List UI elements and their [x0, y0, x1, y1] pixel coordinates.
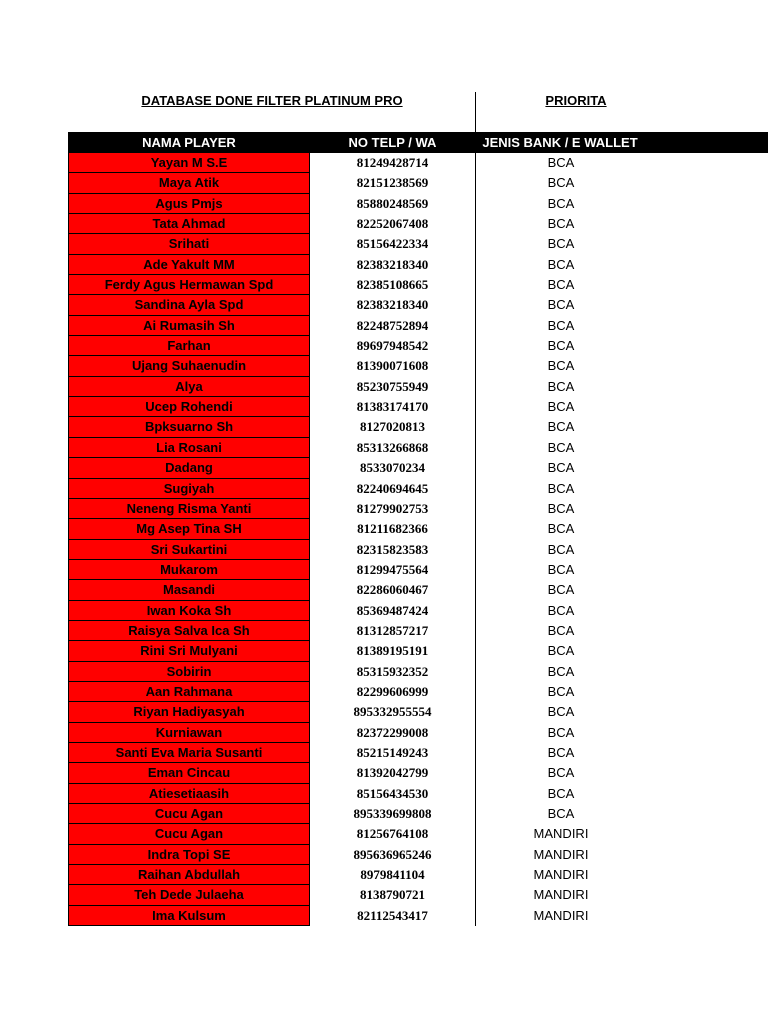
table-row [68, 601, 768, 621]
phone-cell: 82286060467 [356, 582, 429, 598]
phone-cell: 82151238569 [356, 175, 429, 191]
table-row [68, 336, 768, 356]
phone-cell: 81392042799 [356, 765, 429, 781]
table-row [68, 255, 768, 275]
bank-cell: MANDIRI [533, 887, 589, 903]
player-name-cell: Teh Dede Julaeha [68, 885, 310, 905]
phone-cell: 85156434530 [356, 785, 429, 801]
phone-cell: 81256764108 [356, 826, 429, 842]
player-name-cell: Ima Kulsum [68, 906, 310, 926]
player-name-cell: Cucu Agan [68, 824, 310, 844]
bank-cell: BCA [547, 582, 575, 598]
player-name-cell: Srihati [68, 234, 310, 254]
bank-cell: BCA [547, 500, 575, 516]
bank-cell: MANDIRI [533, 826, 589, 842]
table-row [68, 173, 768, 193]
bank-cell: MANDIRI [533, 907, 589, 923]
player-name-cell: Iwan Koka Sh [68, 601, 310, 621]
table-row [68, 153, 768, 173]
player-name-cell: Sri Sukartini [68, 540, 310, 560]
bank-cell: BCA [547, 744, 575, 760]
phone-cell: 85156422334 [356, 236, 429, 252]
player-name-cell: Atiesetiaasih [68, 784, 310, 804]
player-name-cell: Dadang [68, 458, 310, 478]
phone-cell: 8979841104 [360, 867, 425, 883]
bank-cell: BCA [547, 521, 575, 537]
section-title-priority: PRIORITA [545, 93, 607, 108]
table-row [68, 682, 768, 702]
table-row [68, 906, 768, 926]
player-name-cell: Farhan [68, 336, 310, 356]
phone-cell: 8138790721 [360, 887, 425, 903]
bank-cell: BCA [547, 195, 575, 211]
bank-cell: BCA [547, 541, 575, 557]
player-name-cell: Sugiyah [68, 479, 310, 499]
player-name-cell: Yayan M S.E [68, 153, 310, 173]
phone-cell: 82240694645 [356, 480, 429, 496]
bank-cell: BCA [547, 399, 575, 415]
bank-cell: BCA [547, 439, 575, 455]
table-row [68, 397, 768, 417]
table-row [68, 560, 768, 580]
bank-cell: BCA [547, 317, 575, 333]
phone-cell: 82383218340 [356, 297, 429, 313]
phone-cell: 895339699808 [353, 806, 432, 821]
bank-cell: BCA [547, 460, 575, 476]
table-row [68, 499, 768, 519]
table-header [68, 132, 768, 153]
phone-cell: 82248752894 [356, 317, 429, 333]
player-name-cell: Mukarom [68, 560, 310, 580]
header-bank-label: JENIS BANK / E WALLET [482, 135, 638, 150]
table-row [68, 519, 768, 539]
bank-cell: BCA [547, 683, 575, 699]
phone-cell: 81389195191 [356, 643, 429, 659]
phone-cell: 85315932352 [356, 663, 429, 679]
player-name-cell: Indra Topi SE [68, 845, 310, 865]
bank-cell: BCA [547, 419, 575, 435]
table-row [68, 234, 768, 254]
table-row [68, 702, 768, 722]
table-row [68, 885, 768, 905]
phone-cell: 85313266868 [356, 439, 429, 455]
phone-cell: 89697948542 [356, 338, 429, 354]
bank-cell: BCA [547, 561, 575, 577]
bank-cell: BCA [547, 236, 575, 252]
table-row [68, 214, 768, 234]
table-row [68, 763, 768, 783]
phone-cell: 81279902753 [356, 500, 429, 516]
player-name-cell: Rini Sri Mulyani [68, 641, 310, 661]
player-name-cell: Sandina Ayla Spd [68, 295, 310, 315]
bank-cell: BCA [547, 643, 575, 659]
table-row [68, 845, 768, 865]
table-row [68, 580, 768, 600]
table-row [68, 784, 768, 804]
page-title: DATABASE DONE FILTER PLATINUM PRO [141, 93, 403, 108]
player-name-cell: Ferdy Agus Hermawan Spd [68, 275, 310, 295]
bank-cell: BCA [547, 216, 575, 232]
table-row [68, 479, 768, 499]
header-name: NAMA PLAYER [142, 135, 236, 150]
bank-cell: BCA [547, 765, 575, 781]
table-row [68, 824, 768, 844]
table-row [68, 804, 768, 824]
header-bank [475, 132, 768, 153]
phone-cell: 85369487424 [356, 602, 429, 618]
player-name-cell: Raisya Salva Ica Sh [68, 621, 310, 641]
header-phone: NO TELP / WA [348, 135, 437, 150]
table-row [68, 641, 768, 661]
phone-cell: 81383174170 [356, 399, 429, 415]
player-name-cell: Eman Cincau [68, 763, 310, 783]
phone-cell: 82385108665 [356, 277, 429, 293]
player-name-cell: Ucep Rohendi [68, 397, 310, 417]
table-row [68, 275, 768, 295]
table-row [68, 723, 768, 743]
player-name-cell: Raihan Abdullah [68, 865, 310, 885]
player-name-cell: Cucu Agan [68, 804, 310, 824]
bank-cell: BCA [547, 358, 575, 374]
player-name-cell: Sobirin [68, 662, 310, 682]
phone-cell: 8127020813 [360, 419, 425, 435]
phone-cell: 81211682366 [357, 521, 428, 537]
phone-cell: 85215149243 [356, 744, 429, 760]
table-row [68, 743, 768, 763]
player-name-cell: Mg Asep Tina SH [68, 519, 310, 539]
bank-cell: BCA [547, 806, 575, 821]
bank-cell: BCA [547, 175, 575, 191]
bank-cell: MANDIRI [533, 846, 589, 862]
bank-cell: BCA [547, 622, 575, 638]
phone-cell: 8533070234 [360, 460, 425, 476]
player-name-cell: Aan Rahmana [68, 682, 310, 702]
player-name-cell: Ai Rumasih Sh [68, 316, 310, 336]
player-name-cell: Santi Eva Maria Susanti [68, 743, 310, 763]
player-name-cell: Maya Atik [68, 173, 310, 193]
phone-cell: 82315823583 [356, 541, 429, 557]
bank-cell: BCA [547, 297, 575, 313]
bank-cell: BCA [547, 724, 575, 740]
player-name-cell: Kurniawan [68, 723, 310, 743]
table-row [68, 295, 768, 315]
bank-cell: BCA [547, 155, 575, 170]
phone-cell: 82383218340 [356, 256, 429, 272]
table-row [68, 377, 768, 397]
bank-cell: BCA [547, 602, 575, 618]
phone-cell: 82252067408 [356, 216, 429, 232]
table-row [68, 662, 768, 682]
player-name-cell: Riyan Hadiyasyah [68, 702, 310, 722]
player-name-cell: Tata Ahmad [68, 214, 310, 234]
phone-cell: 81390071608 [356, 358, 429, 374]
bank-cell: BCA [547, 277, 575, 293]
phone-cell: 81312857217 [356, 622, 429, 638]
player-name-cell: Bpksuarno Sh [68, 417, 310, 437]
bank-cell: BCA [547, 338, 575, 354]
phone-cell: 82372299008 [356, 724, 429, 740]
bank-cell: BCA [547, 704, 575, 720]
phone-cell: 895636965246 [353, 846, 432, 862]
table-row [68, 194, 768, 214]
bank-cell: BCA [547, 378, 575, 394]
bank-cell: BCA [547, 663, 575, 679]
bank-cell: BCA [547, 785, 575, 801]
player-name-cell: Agus Pmjs [68, 194, 310, 214]
phone-cell: 82112543417 [357, 907, 428, 923]
phone-cell: 85230755949 [356, 378, 429, 394]
bank-cell: MANDIRI [533, 867, 589, 883]
phone-cell: 81249428714 [356, 155, 429, 170]
table-row [68, 458, 768, 478]
player-name-cell: Alya [68, 377, 310, 397]
player-name-cell: Ade Yakult MM [68, 255, 310, 275]
bank-cell: BCA [547, 480, 575, 496]
table-row [68, 865, 768, 885]
table-row [68, 356, 768, 376]
bank-cell: BCA [547, 256, 575, 272]
phone-cell: 895332955554 [353, 704, 432, 720]
player-name-cell: Masandi [68, 580, 310, 600]
phone-cell: 82299606999 [356, 683, 429, 699]
table-row [68, 621, 768, 641]
table-row [68, 540, 768, 560]
phone-cell: 85880248569 [356, 195, 429, 211]
table-row [68, 417, 768, 437]
player-name-cell: Neneng Risma Yanti [68, 499, 310, 519]
player-name-cell: Ujang Suhaenudin [68, 356, 310, 376]
table-row [68, 438, 768, 458]
table-row [68, 316, 768, 336]
phone-cell: 81299475564 [356, 561, 429, 577]
player-name-cell: Lia Rosani [68, 438, 310, 458]
player-table [68, 153, 768, 926]
